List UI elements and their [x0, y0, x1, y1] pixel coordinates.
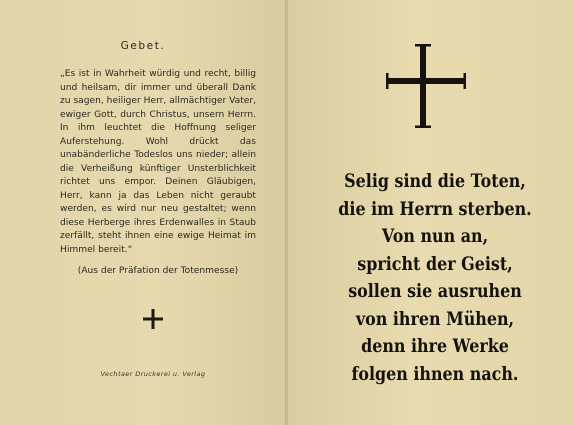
bible-verse: [304, 168, 566, 388]
verse-line: Selig sind die Toten,: [344, 171, 526, 192]
left-page: [0, 0, 286, 425]
prayer-text: „Es ist in Wahrheit würdig und recht, billig und heilsam, dir immer und überall Dank zu sagen, heiliger Herr, allmächtiger Vater, ewiger Gott, durch Christus, unsern Herrn. In ihm leuchtet die Hoffnung seliger Auferstehung. Wohl drückt das unabänderliche Todeslos uns nieder; allein die Verheißung künftiger Unsterblichkeit richtet uns empor. Deinen Gläubigen, Herr, kann ja das Leben nicht geraubt werden, es wird nur neu gestaltet; wenn diese Herberge ihres Erdenwalles in Staub zerfällt, steht ihnen eine ewige Heimat im Himmel bereit.“: [60, 69, 256, 255]
verse-line: die im Herrn sterben.: [338, 198, 532, 220]
verse-line: folgen ihnen nach.: [351, 363, 519, 385]
publisher-imprint: Vechtaer Druckerei u. Verlag: [100, 370, 206, 378]
prayer-source: (Aus der Präfation der Totenmesse): [77, 266, 239, 276]
verse-line: von ihren Mühen,: [355, 308, 515, 330]
verse-line: denn ihre Werke: [361, 336, 509, 357]
verse-line: Von nun an,: [381, 226, 489, 247]
verse-line: spricht der Geist,: [357, 253, 513, 275]
small-cross-icon: [142, 308, 164, 330]
prayer-heading: Gebet.: [120, 40, 166, 52]
verse-line: sollen sie ausruhen: [348, 281, 522, 302]
large-cross-icon: [386, 44, 466, 128]
